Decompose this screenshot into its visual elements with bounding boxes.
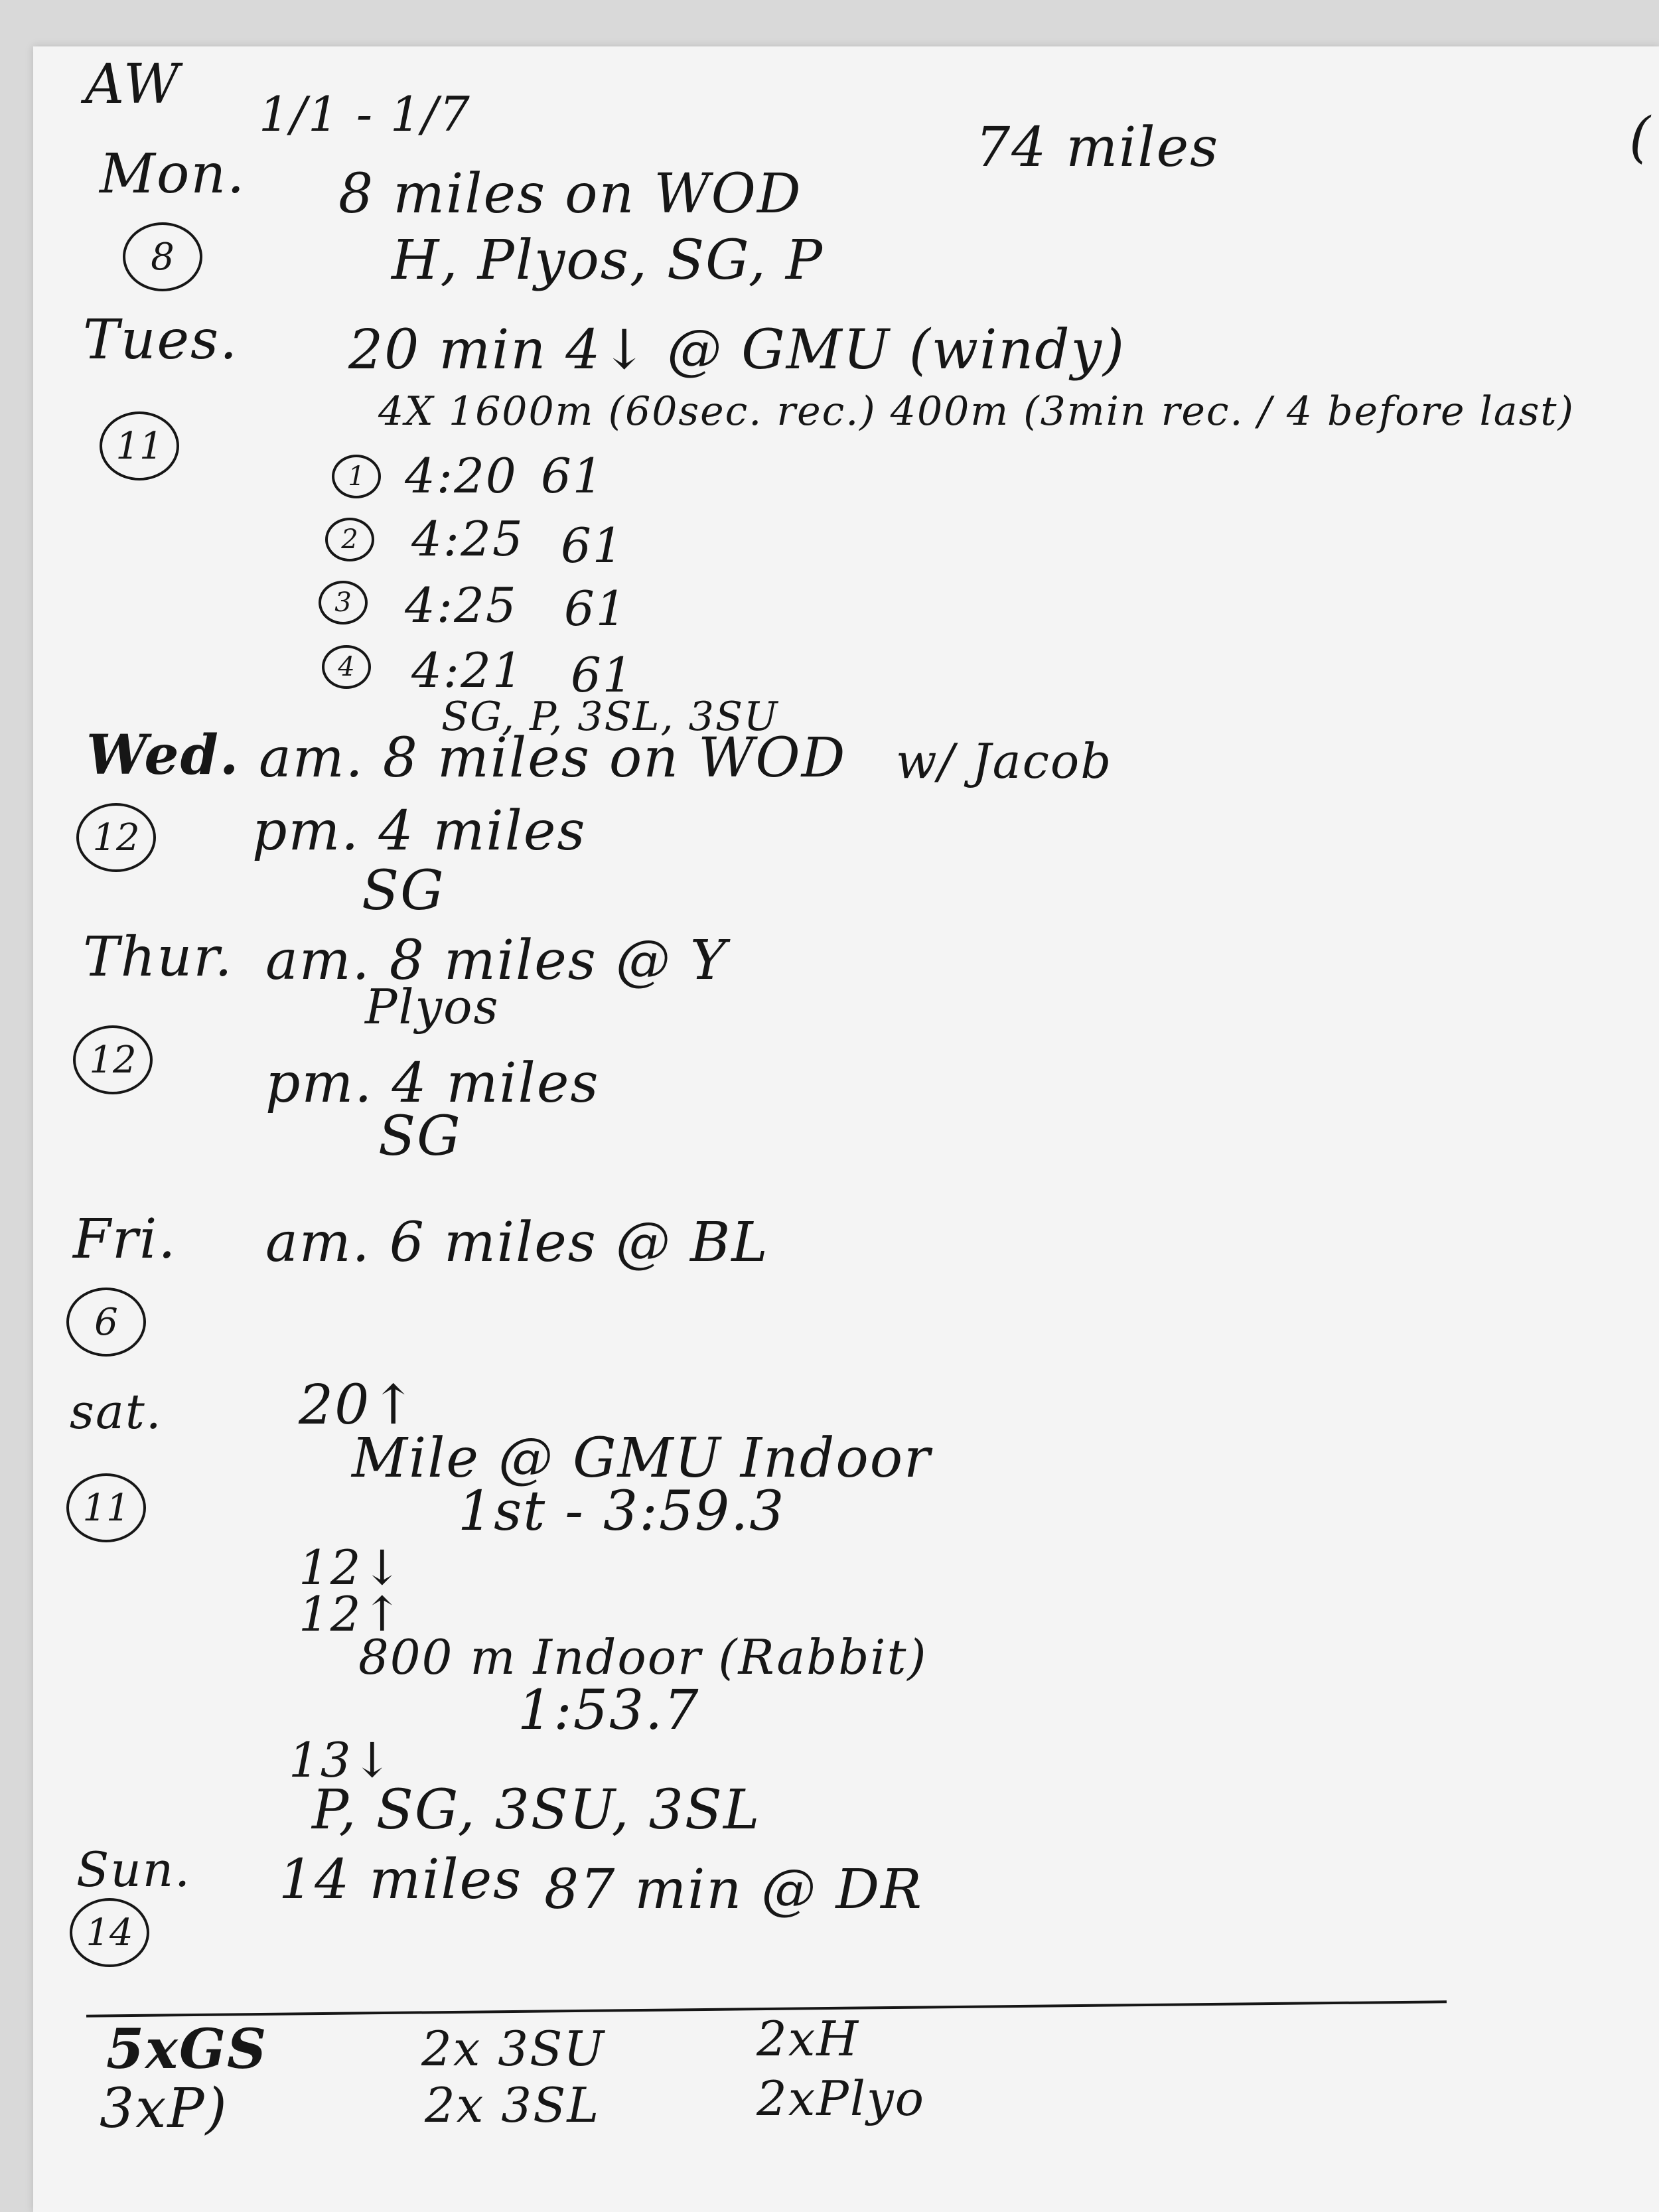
sat-line-7: 1:53.7 xyxy=(518,1679,700,1742)
summary-col1-line1: 5xGS xyxy=(106,2018,268,2081)
day-total-sat: 11 xyxy=(66,1473,146,1542)
day-label-fri: Fri. xyxy=(73,1208,177,1271)
day-label-mon: Mon. xyxy=(100,143,246,206)
day-total-sun: 14 xyxy=(70,1898,149,1967)
thur-am-extra: Plyos xyxy=(365,979,500,1035)
day-total-tues: 11 xyxy=(100,411,179,480)
log-title: AW xyxy=(85,53,181,116)
tues-line-1: 20 min 4↓ @ GMU (windy) xyxy=(348,319,1125,382)
rep-3-split: 61 xyxy=(564,581,628,636)
day-label-wed: Wed. xyxy=(86,723,240,787)
summary-col2-line2: 2x 3SL xyxy=(425,2077,601,2133)
rep-4-split: 61 xyxy=(571,647,634,703)
rep-2-num: 2 xyxy=(325,518,374,561)
rep-3-time: 4:25 xyxy=(405,577,518,633)
mon-line-1: 8 miles on WOD xyxy=(338,163,802,226)
wed-pm: pm. 4 miles xyxy=(252,800,587,863)
summary-col2-line1: 2x 3SU xyxy=(421,2021,606,2077)
thur-pm: pm. 4 miles xyxy=(265,1052,600,1115)
sat-line-9: P, SG, 3SU, 3SL xyxy=(312,1779,761,1842)
tues-after: SG, P, 3SL, 3SU xyxy=(441,694,779,740)
day-label-thur: Thur. xyxy=(83,926,234,989)
sat-line-3: 1st - 3:59.3 xyxy=(458,1480,786,1543)
rep-2-split: 61 xyxy=(561,518,624,573)
summary-col1-line2: 3xP) xyxy=(100,2077,228,2140)
fri-am: am. 6 miles @ BL xyxy=(265,1211,769,1274)
day-total-mon: 8 xyxy=(123,222,202,291)
rep-2-time: 4:25 xyxy=(411,511,524,567)
day-label-sat: sat. xyxy=(70,1384,163,1439)
day-total-fri: 6 xyxy=(66,1288,146,1357)
day-total-thur: 12 xyxy=(73,1025,153,1094)
sat-line-8: 13↓ xyxy=(289,1732,394,1788)
sat-line-6: 800 m Indoor (Rabbit) xyxy=(358,1629,928,1685)
day-label-sun: Sun. xyxy=(76,1842,191,1897)
sun-line-2: 87 min @ DR xyxy=(544,1858,923,1921)
rep-1-split: 61 xyxy=(541,448,605,504)
thur-pm-extra: SG xyxy=(378,1105,462,1168)
sat-line-5: 12↑ xyxy=(299,1586,403,1642)
wed-am: am. 8 miles on WOD xyxy=(259,727,847,790)
rep-4-time: 4:21 xyxy=(411,642,524,698)
sun-line-1: 14 miles xyxy=(279,1848,523,1911)
wed-note: w/ Jacob xyxy=(896,733,1113,789)
day-label-tues: Tues. xyxy=(83,309,239,372)
rep-1-time: 4:20 xyxy=(405,448,518,504)
summary-col3-line1: 2xH xyxy=(757,2011,860,2067)
rep-3-num: 3 xyxy=(319,581,368,625)
sat-line-2: Mile @ GMU Indoor xyxy=(352,1427,932,1490)
wed-pm-extra: SG xyxy=(362,859,445,922)
sat-line-1: 20↑ xyxy=(299,1374,418,1437)
mon-line-2: H, Plyos, SG, P xyxy=(392,229,824,292)
day-total-wed: 12 xyxy=(76,803,156,872)
thur-am: am. 8 miles @ Y xyxy=(265,929,728,992)
rep-4-num: 4 xyxy=(322,645,371,689)
edge-mark: ( xyxy=(1629,106,1652,169)
week-dates: 1/1 - 1/7 xyxy=(259,86,471,142)
weekly-total: 74 miles xyxy=(975,116,1220,179)
tues-line-2: 4X 1600m (60sec. rec.) 400m (3min rec. / 4 before last) xyxy=(378,388,1575,435)
rep-1-num: 1 xyxy=(332,455,381,498)
summary-col3-line2: 2xPlyo xyxy=(757,2071,925,2126)
sat-line-4: 12↓ xyxy=(299,1540,403,1595)
